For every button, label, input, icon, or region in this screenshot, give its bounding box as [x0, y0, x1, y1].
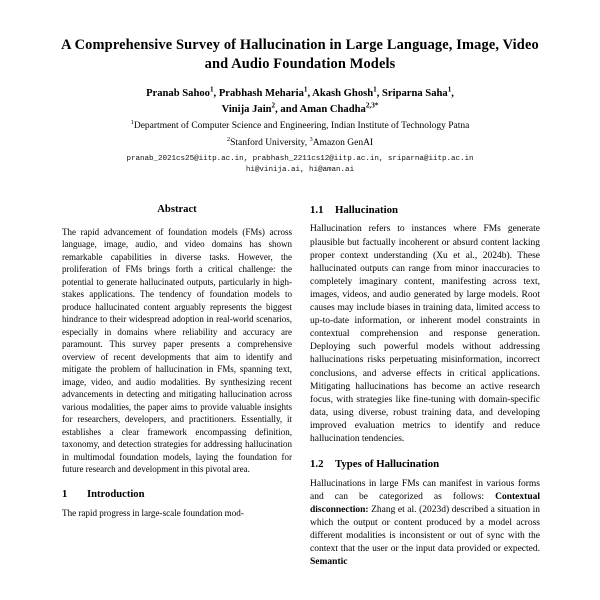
left-column: [62, 204, 292, 600]
author-affil-marker: 2: [271, 101, 276, 110]
types-of-hallucination-paragraph: [310, 478, 540, 570]
body-columns: [62, 204, 540, 600]
affil-marker: 3: [309, 135, 313, 143]
paper-title-text: A Comprehensive Survey of Hallucination in Large Language, Image, Video and Audio Foundation Models: [61, 37, 539, 73]
affiliation-line-2: $^2$Stanford University, $^3$Amazon GenAI: [226, 135, 374, 148]
right-column: [310, 204, 540, 600]
section-number: 1: [62, 488, 68, 500]
author-affil-marker: 1: [447, 85, 452, 94]
section-title: Hallucination: [335, 204, 398, 216]
affiliation-line-1: $^1$Department of Computer Science and Engineering, Indian Institute of Technology Patna: [130, 118, 470, 131]
section-number: 1.2: [310, 458, 324, 471]
section-heading-types-of-hallucination: [310, 458, 540, 471]
title-block: [0, 0, 600, 176]
term-contextual-disconnection: Contextual disconnection:: [310, 491, 540, 515]
abstract-heading: Abstract: [157, 204, 197, 215]
author-list-line-1: Pranab Sahoo$^1$, Prabhash Meharia$^1$, Akash Ghosh$^1$, Sriparna Saha$^1$,: [146, 85, 454, 99]
section-title: Introduction: [87, 488, 145, 500]
section-heading-introduction: [62, 488, 292, 501]
page-title: [58, 36, 542, 75]
section-heading-hallucination: [310, 204, 540, 217]
author-affil-marker: 1: [303, 85, 308, 94]
author-affil-marker: 1: [373, 85, 377, 94]
author-affil-marker: 1: [209, 85, 214, 94]
types-text-body: Zhang et al. (2023d) described a situation in which the output or content produced by a model across different modalities is inconsistent or out of sync with the context that the user or the input data provided or expected.: [310, 504, 540, 555]
affil-marker: 2: [226, 135, 231, 143]
abstract-paragraph: The rapid advancement of foundation models (FMs) across language, image, audio, and video domains has shown remarkable capabilities in diverse tasks. However, the proliferation of FMs brings forth a critical challenge: the potential to generate hallucinated outputs, particularly in high-stakes applications. The tendency of foundation models to produce hallucinated content arguably represents the biggest hindrance to their widespread adoption in real-world scenarios, especially in domains where reliability and accuracy are paramount. This survey paper presents a comprehensive overview of recent developments that aim to identify and mitigate the problem of hallucination in FMs, spanning text, image, video, and audio modalities. By synthesizing recent advancements in detecting and mitigating hallucination across various modalities, the paper aims to provide valuable insights for researchers, developers, and practitioners. Essentially, it establishes a clear framework encompassing definition, taxonomy, and detection strategies for addressing hallucination in multimodal foundation models, laying the foundation for future research and development in this pivotal area.: [62, 226, 292, 475]
hallucination-paragraph: Hallucination refers to instances where FMs generate plausible but factually incoherent or absurd content lacking proper context understanding (Xu et al., 2024b). These hallucinated outputs can range from minor inaccuracies to completely imaginary content, manifesting across text, images, videos, and audio generated by large models. Root causes may include biases in training data, limited access to up-to-date information, or inherent model constraints in contextual comprehension and response generation. Deploying such powerful models without addressing hallucinations risks perpetuating misinformation, incorrect conclusions, and adverse effects in critical applications. Mitigating hallucinations has become an active research focus, with strategies like fine-tuning with domain-specific data, using diverse, robust training data, and developing improved evaluation metrics to identify and reduce hallucination tendencies.: [310, 224, 540, 444]
author-emails-line-1: pranab_2021cs25@iitp.ac.in, prabhash_2211cs12@iitp.ac.in, sriparna@iitp.ac.in: [126, 155, 474, 164]
author-emails-line-2: hi@vinija.ai, hi@aman.ai: [245, 166, 355, 175]
affil-marker: 1: [130, 118, 134, 126]
section-number: 1.1: [310, 204, 324, 216]
author-list-line-2: Vinija Jain$^2$, and Aman Chadha$^{2,3*}$: [221, 101, 379, 115]
author-affil-marker: 2,3*: [365, 101, 379, 110]
term-semantic: Semantic: [310, 557, 348, 568]
types-text-lead: Hallucinations in large FMs can manifest in various forms and can be categorized as follows:: [310, 478, 540, 502]
introduction-paragraph: The rapid progress in large-scale foundation mod-: [62, 507, 244, 518]
section-title: Types of Hallucination: [335, 458, 440, 471]
